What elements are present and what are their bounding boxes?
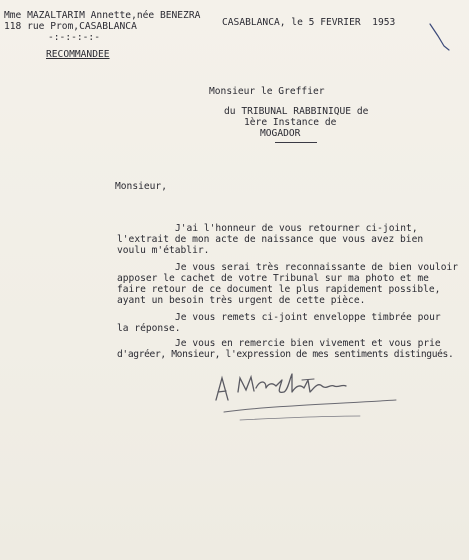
recipient-line-3: 1ère Instance de: [244, 117, 337, 128]
mail-type: RECOMMANDEE: [46, 49, 110, 60]
paragraph-2-line-1: Je vous serai très reconnaissante de bien vouloir: [175, 262, 459, 273]
paragraph-4-line-2: d'agréer, Monsieur, l'expression de mes sentiments distingués.: [117, 349, 454, 360]
paragraph-3-line-2: la réponse.: [117, 323, 181, 334]
paragraph-1-line-1: J'ai l'honneur de vous retourner ci-joint,: [175, 223, 418, 234]
paragraph-2-line-3: faire retour de ce document le plus rapidement possible,: [117, 284, 441, 295]
pen-mark-icon: [428, 22, 452, 52]
paragraph-2-line-4: ayant un besoin très urgent de cette pièce.: [117, 295, 366, 306]
paragraph-2-line-2: apposer le cachet de votre Tribunal sur ma photo et me: [117, 273, 429, 284]
place-date: CASABLANCA, le 5 FEVRIER 1953: [222, 17, 396, 28]
paragraph-4-line-1: Je vous en remercie bien vivement et vous prie: [175, 338, 441, 349]
signature: [210, 366, 410, 436]
sender-name: Mme MAZALTARIM Annette,née BENEZRA: [4, 10, 201, 21]
paragraph-1-line-2: l'extrait de mon acte de naissance que vous avez bien: [117, 234, 424, 245]
recipient-line-2: du TRIBUNAL RABBINIQUE de: [224, 106, 369, 117]
paragraph-1-line-3: voulu m'établir.: [117, 245, 210, 256]
paragraph-3-line-1: Je vous remets ci-joint enveloppe timbrée pour: [175, 312, 441, 323]
sender-decoration: -:-:-:-:-: [48, 32, 100, 43]
salutation: Monsieur,: [115, 181, 167, 192]
recipient-line-1: Monsieur le Greffier: [209, 86, 325, 97]
recipient-rule: [275, 142, 317, 143]
recipient-line-4: MOGADOR: [260, 128, 301, 139]
sender-address: 118 rue Prom,CASABLANCA: [4, 21, 137, 32]
